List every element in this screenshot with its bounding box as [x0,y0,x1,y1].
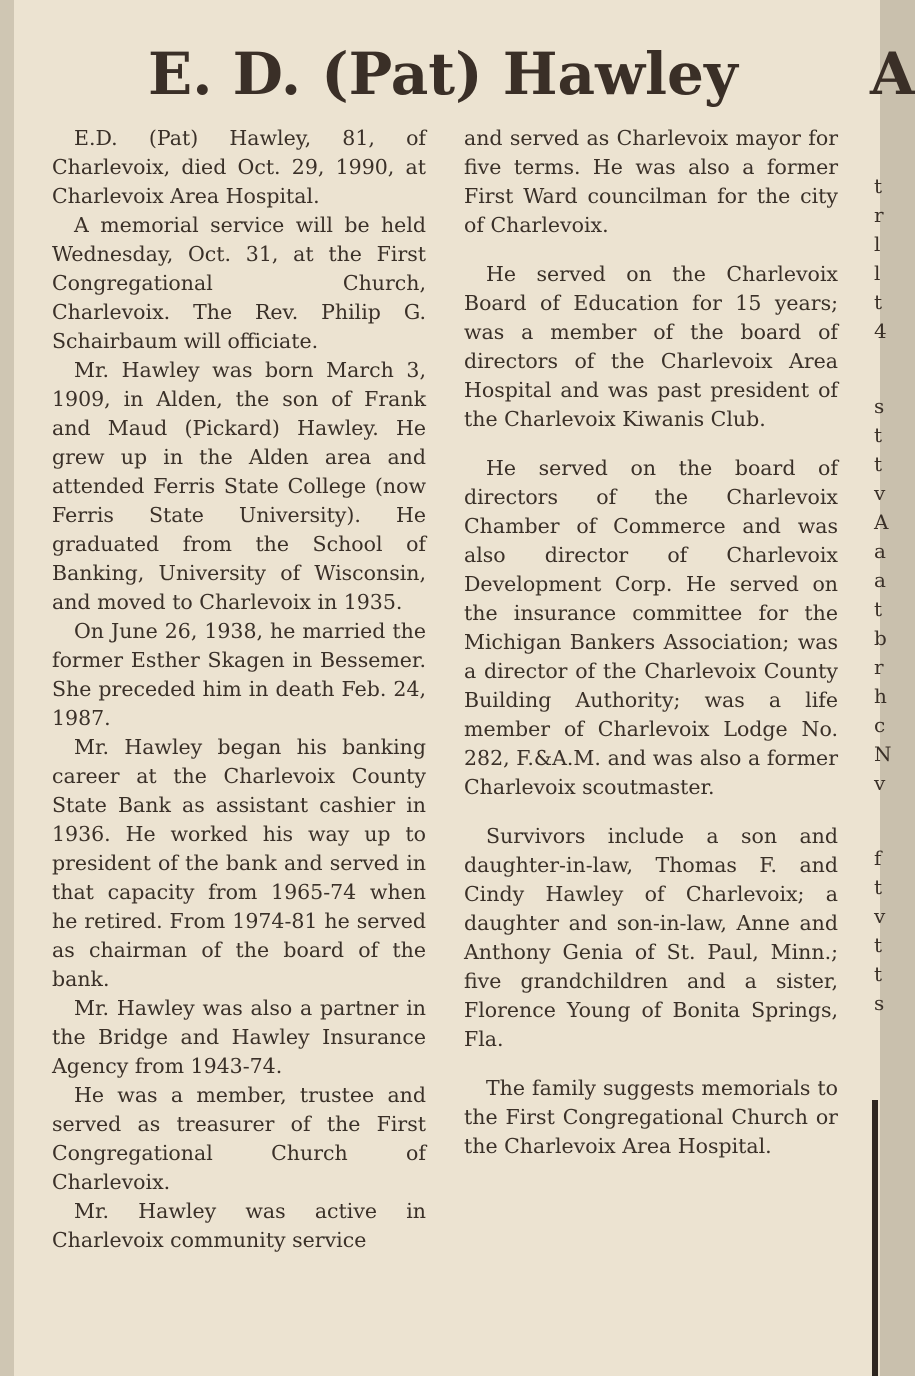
paragraph: Mr. Hawley was active in Charlevoix community service [52,1199,426,1252]
letter-fragment: v [874,904,886,928]
paragraph: Mr. Hawley was born March 3, 1909, in Alden, the son of Frank and Maud (Pickard) Hawley. He grew up in the Alden area and attended Ferris State College (now Ferris State University). He graduated from the School of Banking, University of Wisconsin, and moved to Charlevoix in 1935. [52,358,426,614]
paragraph: Mr. Hawley was also a partner in the Bridge and Hawley Insurance Agency from 1943-74. [52,996,426,1078]
letter-fragment: c [874,713,886,737]
letter-fragment: r [874,203,884,227]
adjacent-headline-fragment: A [870,40,915,108]
letter-fragment: s [874,394,885,418]
letter-fragment: s [874,991,885,1015]
paragraph: He served on the Charlevoix Board of Education for 15 years; was a member of the board of directors of the Charlevoix Area Hospital and was past president of the Charlevoix Kiwanis Club. [464,262,838,431]
letter-fragment: A [874,510,889,534]
paragraph: Survivors include a son and daughter-in-law, Thomas F. and Cindy Hawley of Charlevoix; a daughter and son-in-law, Anne and Anthony Genia of St. Paul, Minn.; five grandchildren and a sister, Florence Young of Bonita Springs, Fla. [464,824,838,1051]
paragraph: He served on the board of directors of the Charlevoix Chamber of Commerce and was also director of Charlevoix Development Corp. He served on the insurance committee for the Michigan Bankers Association; was a director of the Charlevoix County Building Authority; was a life member of Charlevoix Lodge No. 282, F.&A.M. and was also a former Charlevoix scoutmaster. [464,456,838,799]
letter-fragment: t [874,290,883,314]
letter-fragment: t [874,933,883,957]
letter-fragment: l [874,232,881,256]
letter-fragment: t [874,875,883,899]
letter-fragment: h [874,684,887,708]
letter-fragment: N [874,742,892,766]
letter-fragment: v [874,481,886,505]
letter-fragment: a [874,539,886,563]
paragraph: The family suggests memorials to the First Congregational Church or the Charlevoix Area Hospital. [464,1076,838,1158]
letter-fragment: t [874,962,883,986]
paragraph: and served as Charlevoix mayor for five terms. He was also a former First Ward councilman for the city of Charlevoix. [464,126,838,237]
letter-fragment: t [874,423,883,447]
letter-fragment: 4 [874,319,887,343]
article-column-2 [464,124,838,1161]
paragraph: E.D. (Pat) Hawley, 81, of Charlevoix, died Oct. 29, 1990, at Charlevoix Area Hospital. [52,126,426,208]
letter-fragment: f [874,846,882,870]
letter-fragment: b [874,626,887,650]
newspaper-clipping [14,0,915,1376]
letter-fragment: t [874,174,883,198]
letter-fragment: l [874,261,881,285]
column-rule [872,1100,878,1376]
page-margin [0,0,14,1376]
letter-fragment: t [874,452,883,476]
paragraph: Mr. Hawley began his banking career at the Charlevoix County State Bank as assistant cashier in 1936. He worked his way up to president of the bank and served in that capacity from 1965-74 when he retired. From 1974-81 he served as chairman of the board of the bank. [52,735,426,991]
letter-fragment: r [874,655,884,679]
letter-fragment: v [874,771,886,795]
article-column-1 [52,124,426,1255]
paragraph: On June 26, 1938, he married the former Esther Skagen in Bessemer. She preceded him in death Feb. 24, 1987. [52,619,426,730]
letter-fragment: t [874,597,883,621]
obituary-headline: E. D. (Pat) Hawley [148,40,738,108]
paragraph: A memorial service will be held Wednesday, Oct. 31, at the First Congregational Church, Charlevoix. The Rev. Philip G. Schairbaum will officiate. [52,213,426,353]
letter-fragment: a [874,568,886,592]
paragraph: He was a member, trustee and served as treasurer of the First Congregational Church of Charlevoix. [52,1083,426,1194]
